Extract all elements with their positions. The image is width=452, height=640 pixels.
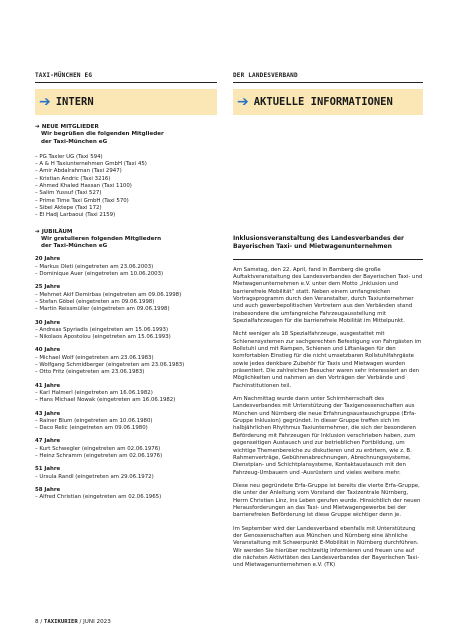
group-title: 41 Jahre bbox=[35, 382, 61, 389]
list-item: – Ahmed Khaled Hassan (Taxi 1100) bbox=[35, 183, 132, 190]
list-item: – Dominique Auer (eingetreten am 10.06.2003) bbox=[35, 271, 164, 278]
list-item: – Rainer Blum (eingetreten am 10.06.1980) bbox=[35, 417, 153, 424]
list-item: – Hans Michael Nowak (eingetreten am 16.06.1982) bbox=[35, 397, 176, 404]
list-item: – Martin Reissmüller (eingetreten am 09.06.1998) bbox=[35, 306, 170, 313]
heading-subtitle: Wir begrüßen die folgenden Mitglieder bbox=[41, 131, 164, 138]
right-column bbox=[233, 72, 423, 575]
heading-title: NEUE MITGLIEDER bbox=[41, 124, 99, 130]
list-item: – Heinz Schramm (eingetreten am 02.06.1976) bbox=[35, 452, 163, 459]
list-item: – Karl Halmerl (eingetreten am 16.06.1982) bbox=[35, 389, 153, 396]
list-item: – Nikolaos Apostolou (eingetreten am 15.06.1993) bbox=[35, 334, 171, 341]
arrow-right-icon: ➔ bbox=[39, 94, 51, 110]
section-label-right: DER LANDESVERBAND bbox=[233, 72, 423, 83]
article-paragraph: Im September wird der Landesverband ebenfalls mit Unterstützung der Genossenschaften aus München und Nürnberg eine ähnliche Veranstaltung mit Schwerpunkt E-Mobilität in Nürnberg durchführen. Wir werden Sie hierüber rechtzeitig informieren und freuen uns auf die nächsten Aktivitäten des Landesverbandes der Bayerischen Taxi- und Mietwagenunternehmen e.V. (TK) bbox=[233, 525, 420, 569]
jubilee-group bbox=[35, 256, 217, 278]
list-item: – PG Taxler UG (Taxi 594) bbox=[35, 153, 103, 160]
list-item: – Alfred Christian (eingetreten am 02.06.1965) bbox=[35, 494, 162, 501]
page-footer: 8 / TAXIKURIER / JUNI 2023 bbox=[35, 619, 111, 625]
banner-title: AKTUELLE INFORMATIONEN bbox=[253, 96, 393, 108]
group-title: 47 Jahre bbox=[35, 438, 61, 445]
list-item: – Kristian Andric (Taxi 3216) bbox=[35, 175, 111, 182]
list-item: – Andreas Spyriadis (eingetreten am 15.06.1993) bbox=[35, 326, 169, 333]
list-item: – El Hadj Larbaoui (Taxi 2159) bbox=[35, 212, 116, 219]
news-banner bbox=[233, 89, 423, 115]
arrow-right-icon: ➔ bbox=[237, 94, 249, 110]
page-number: 8 bbox=[35, 619, 39, 625]
heading-title: JUBILÄUM bbox=[41, 228, 73, 235]
article-title-line: Inklusionsveranstaltung des Landesverbandes der bbox=[233, 235, 405, 242]
group-title: 25 Jahre bbox=[35, 284, 61, 291]
section-label-left: TAXI-MÜNCHEN EG bbox=[35, 72, 217, 83]
group-title: 30 Jahre bbox=[35, 319, 61, 326]
article-body bbox=[233, 267, 423, 570]
publication-name: TAXIKURIER bbox=[44, 619, 78, 625]
list-item: – Amir Abdalrahman (Taxi 2947) bbox=[35, 168, 122, 175]
article-title bbox=[233, 235, 423, 251]
article-paragraph: Am Samstag, den 22. April, fand in Bamberg die große Auftaktveranstaltung des Landesverbandes der Bayerischen Taxi- und Mietwagenunternehmen e.V. unter dem Motto „Inklusion und barrierefreie Mobilität“ statt. Neben einem umfangreichen Vortragsprogramm durch den Veranstalter, durch Taxiunternehmer und auch gewerbepolitischen Vertretern aus den Verbänden stand insbesondere die umfangreiche Fahrzeugausstellung mit Spezialfahrzeugen für die barrierefreie Mobilität im Mittelpunkt. bbox=[233, 266, 423, 324]
list-item: – Mehmet Akif Demirbas (eingetreten am 09.06.1998) bbox=[35, 291, 182, 298]
list-item: – Prime Time Taxi GmbH (Taxi 570) bbox=[35, 197, 129, 204]
article-paragraph: Am Nachmittag wurde dann unter Schirmherrschaft des Landesverbandes mit Unterstützung der Taxigenossenschaften aus München und Nürnberg die neue Erfahrungsaustauschgruppe (Erfa-Gruppe Inklusion) gegründet. In dieser Gruppe treffen sich im halbjährlichen Rhythmus Taxiunternehmer, die sich der besonderen Beförderung mit Fahrzeugen für Inklusion verschrieben haben, zum gegenseitigen Austausch und zur betrieblichen Fortbildung, um wichtige Themenbereiche zu diskutieren und zu erörtern, wie z. B. Rahmenverträge, Gebührenabrechnungen, Abrechnungssysteme, Dienstplan- und Schichtplansysteme, Kontaktaustausch mit den Fahrzeug-Umbauern und -Ausrüstern und vieles weitere mehr. bbox=[233, 396, 417, 476]
article-paragraph: Nicht weniger als 18 Spezialfahrzeuge, ausgestattet mit Schienensystemen zur sachgerechten Befestigung von Fahrgästen im Rollstuhl und mit Rampen, Schienen und Liftanlagen für den komfortablen Einstieg für die nicht umsetzbaren Rollstuhlfahrgäste sowie jedes denkbare Zubehör für Taxis und Mietwagen wurden präsentiert. Die zahlreichen Besucher waren sehr interessiert an den Möglichkeiten und nahmen an den Vorträgen der Verbände und Fachinstitutionen teil. bbox=[233, 331, 422, 389]
jubilee-group bbox=[35, 438, 217, 460]
banner-title: INTERN bbox=[55, 96, 94, 108]
new-members-list bbox=[35, 154, 217, 220]
group-title: 40 Jahre bbox=[35, 347, 61, 354]
article-paragraph: Diese neu gegründete Erfa-Gruppe ist bereits die vierte Erfa-Gruppe, die unter der Anleitung vom Vorstand der Taxizentrale Nürnberg, Herrn Christian Linz, ins Leben gerufen wurde. Hinsichtlich der neuen Herausforderungen an das Taxi- und Mietwagengewerbe bei der barrierefreien Beförderung ist diese Gruppe wichtiger denn je. bbox=[233, 482, 421, 519]
jubilee-group bbox=[35, 487, 217, 502]
article-title-line: Bayerischen Taxi- und Mietwagenunternehmen bbox=[233, 242, 392, 250]
list-item: – Salim Yussuf (Taxi 527) bbox=[35, 190, 102, 197]
new-members-heading bbox=[35, 124, 217, 146]
list-item: – Stefan Göbel (eingetreten am 09.06.1998) bbox=[35, 298, 155, 305]
arrow-right-icon: ➔ bbox=[35, 124, 40, 130]
intern-banner bbox=[35, 89, 217, 115]
jubilee-heading bbox=[35, 229, 217, 251]
jubilee-group bbox=[35, 320, 217, 342]
jubilee-group bbox=[35, 383, 217, 405]
list-item: – Kurt Schwegler (eingetreten am 02.06.1976) bbox=[35, 445, 161, 452]
article-divider bbox=[233, 259, 423, 260]
left-column bbox=[35, 72, 217, 501]
list-item: – A & H Taxiunternehmen GmbH (Taxi 45) bbox=[35, 161, 147, 168]
heading-subtitle: der Taxi-München eG bbox=[41, 243, 108, 250]
group-title: 58 Jahre bbox=[35, 486, 61, 493]
arrow-right-icon: ➔ bbox=[35, 228, 40, 235]
group-title: 43 Jahre bbox=[35, 410, 61, 417]
jubilee-group bbox=[35, 411, 217, 433]
heading-subtitle: Wir gratulieren folgenden Mitgliedern bbox=[41, 235, 162, 242]
group-title: 20 Jahre bbox=[35, 256, 61, 263]
jubilee-group bbox=[35, 466, 217, 481]
list-item: – Michael Wolf (eingetreten am 23.06.1983) bbox=[35, 354, 154, 361]
list-item: – Markus Oleti (eingetreten am 23.06.2003) bbox=[35, 263, 154, 270]
heading-subtitle: der Taxi-München eG bbox=[41, 138, 108, 145]
jubilee-group bbox=[35, 347, 217, 376]
group-title: 51 Jahre bbox=[35, 466, 61, 473]
list-item: – Ursula Randl (eingetreten am 29.06.1972) bbox=[35, 473, 154, 480]
jubilee-group bbox=[35, 284, 217, 313]
issue-date: JUNI 2023 bbox=[83, 619, 111, 625]
list-item: – Sibel Aktepe (Taxi 172) bbox=[35, 204, 102, 211]
list-item: – Otto Fritz (eingetreten am 23.06.1983) bbox=[35, 369, 145, 376]
list-item: – Daco Relic (eingetreten am 09.06.1980) bbox=[35, 425, 148, 432]
list-item: – Wolfgang Schmidberger (eingetreten am 23.06.1983) bbox=[35, 362, 185, 369]
